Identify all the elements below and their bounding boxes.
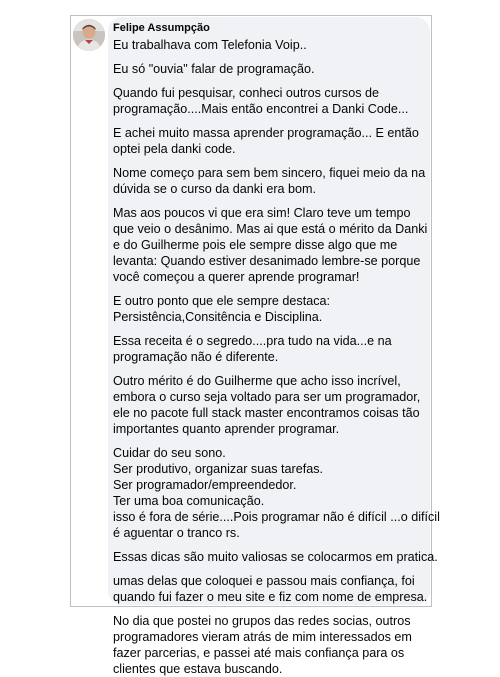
- comment-text-line: programação não é diferente.: [113, 350, 279, 364]
- comment-text-line: programação....Mais então encontrei a Danki Code...: [113, 102, 409, 116]
- comment-text-line: Ser produtivo, organizar suas tarefas.: [113, 462, 324, 476]
- comment-text-line: Outro mérito é do Guilherme que acho isso incrível,: [113, 374, 401, 388]
- comment-text-line: programadores vieram atrás de mim interessados em: [113, 630, 412, 644]
- comment-paragraph: [113, 125, 424, 157]
- author-name[interactable]: Felipe Assumpção: [113, 22, 210, 34]
- comment-text-line: Essa receita é o segredo....pra tudo na vida...e na: [113, 334, 392, 348]
- comment-paragraph: [113, 613, 424, 677]
- comment-text-line: você começou a querer aprende programar!: [113, 270, 360, 284]
- comment-text-line: quando fui fazer o meu site e fiz com nome de empresa.: [113, 590, 428, 604]
- comment-paragraph: [113, 37, 424, 53]
- avatar-photo-icon: [73, 19, 105, 51]
- comment-text-line: ele no pacote full stack master encontramos coisas tão: [113, 406, 420, 420]
- comment-paragraph: [113, 293, 424, 325]
- comment-paragraph: [113, 333, 424, 365]
- comment-text-line: E outro ponto que ele sempre destaca:: [113, 294, 331, 308]
- comment-text-line: Ser programador/empreendedor.: [113, 478, 297, 492]
- comment-paragraph: [113, 165, 424, 197]
- comment-paragraph: [113, 61, 424, 77]
- comment-text-line: Quando fui pesquisar, conheci outros cursos de: [113, 86, 380, 100]
- comment-text-line: isso é fora de série....Pois programar não é difícil ...o difícil: [113, 510, 440, 524]
- comment-text-line: que veio o desânimo. Mas ai que está o mérito da Danki: [113, 222, 428, 236]
- comment-text-line: Essas dicas são muito valiosas se colocarmos em pratica.: [113, 550, 438, 564]
- comment-text-line: Eu trabalhava com Telefonia Voip..: [113, 38, 307, 52]
- comment-paragraph: [113, 373, 424, 437]
- comment-card: [70, 15, 440, 676]
- comment-paragraph: [113, 85, 424, 117]
- comment-text-line: Cuidar do seu sono.: [113, 446, 226, 460]
- avatar[interactable]: [73, 19, 105, 51]
- comment-text-line: Persistência,Consitência e Disciplina.: [113, 310, 323, 324]
- comment-text-line: levanta: Quando estiver desanimado lembre-se porque: [113, 254, 421, 268]
- comment-text-line: umas delas que coloquei e passou mais confiança, foi: [113, 574, 415, 588]
- comment-paragraph: [113, 573, 428, 605]
- comment-text-line: fazer parcerias, e passei até mais confiança para os: [113, 646, 405, 660]
- comment-text-line: optei pela danki code.: [113, 142, 236, 156]
- comment-text-line: e do Guilherme pois ele sempre disse algo que me: [113, 238, 398, 252]
- comment-paragraph: [113, 549, 438, 565]
- comment-text-line: E achei muito massa aprender programação... E então: [113, 126, 419, 140]
- comment-text-line: Ter uma boa comunicação.: [113, 494, 265, 508]
- comment-body: [113, 37, 440, 677]
- comment-bubble: [108, 17, 440, 676]
- comment-text-line: Nome começo para sem bem sincero, fiquei meio da na: [113, 166, 426, 180]
- comment-text-line: é aguentar o tranco rs.: [113, 526, 240, 540]
- comment-paragraph: [113, 445, 440, 541]
- comment-paragraph: [113, 205, 428, 285]
- comment-text-line: dúvida se o curso da danki era bom.: [113, 182, 317, 196]
- comment-text-line: importantes quanto aprender programar.: [113, 422, 340, 436]
- comment-text-line: No dia que postei no grupos das redes socias, outros: [113, 614, 411, 628]
- comment-text-line: embora o curso seja voltado para ser um programador,: [113, 390, 421, 404]
- comment-text-line: Mas aos poucos vi que era sim! Claro teve um tempo: [113, 206, 411, 220]
- comment-text-line: clientes que estava buscando.: [113, 662, 283, 676]
- comment-text-line: Eu só "ouvia" falar de programação.: [113, 62, 315, 76]
